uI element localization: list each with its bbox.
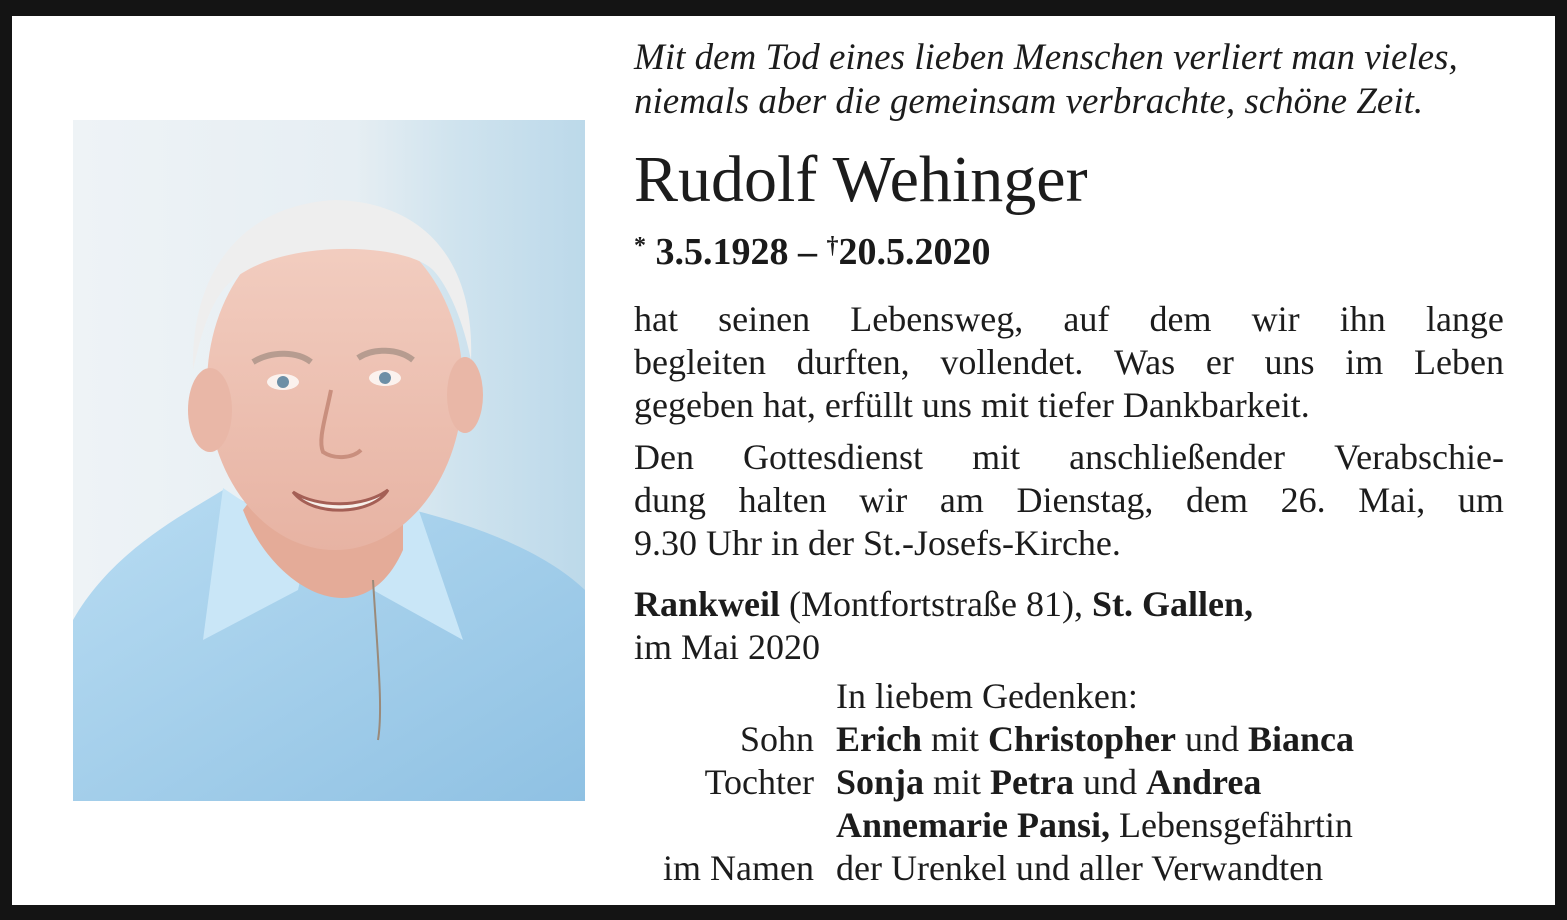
paragraph-line bbox=[634, 436, 1504, 479]
deceased-name: Rudolf Wehinger bbox=[634, 143, 1088, 216]
paragraph-word: auf bbox=[1063, 299, 1110, 339]
portrait-photo bbox=[73, 120, 585, 801]
paragraph-word: wir bbox=[859, 480, 908, 520]
mourner-name: Andrea bbox=[1145, 762, 1262, 802]
paragraph-word: Dienstag, bbox=[1016, 480, 1154, 520]
paragraph-word: im bbox=[1345, 342, 1384, 382]
mourner-row bbox=[634, 718, 1514, 761]
mourner-role: Tochter bbox=[704, 762, 814, 802]
paragraph-word: dung bbox=[634, 480, 706, 520]
paragraph-word: mit bbox=[972, 437, 1021, 477]
mourner-role: im Namen bbox=[663, 848, 814, 888]
paragraph-word: uns bbox=[1264, 342, 1315, 382]
date-dash: – bbox=[798, 231, 817, 273]
paragraph-word: Was bbox=[1114, 342, 1176, 382]
address: (Montfortstraße 81), bbox=[780, 584, 1092, 624]
paragraph-word: um bbox=[1457, 480, 1504, 520]
mourner-connector: und bbox=[1176, 719, 1249, 759]
mourner-connector: mit bbox=[924, 762, 991, 802]
paragraph-word: Lebensweg, bbox=[850, 299, 1024, 339]
mourners-list bbox=[634, 675, 1514, 890]
death-date: 20.5.2020 bbox=[838, 231, 991, 273]
mourner-name: Bianca bbox=[1248, 719, 1355, 759]
paragraph-word: 9.30 Uhr in der St.-Josefs-Kirche. bbox=[634, 523, 1121, 563]
mourner-name: Petra bbox=[990, 762, 1074, 802]
mourner-connector: der Urenkel und aller Verwandten bbox=[836, 848, 1324, 888]
paragraph-word: vollendet. bbox=[940, 342, 1084, 382]
motto-quote bbox=[634, 36, 1514, 124]
portrait-illustration bbox=[73, 120, 585, 801]
paragraph-word: gegeben hat, erfüllt uns mit tiefer Dankbarkeit. bbox=[634, 385, 1310, 425]
mourner-name: Annemarie Pansi, bbox=[836, 805, 1110, 845]
paragraph-word: halten bbox=[738, 480, 827, 520]
mourners-intro-row bbox=[634, 675, 1514, 718]
motto-line: Mit dem Tod eines lieben Menschen verliert man vieles, bbox=[634, 37, 1458, 78]
paragraph-word: lange bbox=[1425, 299, 1504, 339]
mourner-names bbox=[836, 804, 1353, 847]
mourner-names bbox=[836, 761, 1261, 804]
paragraph-word: wir bbox=[1251, 299, 1300, 339]
mourner-role bbox=[634, 675, 836, 718]
mourner-role: Sohn bbox=[739, 719, 814, 759]
paragraph-word: ihn bbox=[1339, 299, 1386, 339]
birth-date: 3.5.1928 bbox=[655, 231, 789, 273]
birth-symbol: * bbox=[634, 233, 646, 259]
mourner-connector: Lebensgefährtin bbox=[1110, 805, 1353, 845]
place-and-date bbox=[634, 583, 1253, 669]
death-symbol: † bbox=[826, 233, 839, 259]
paragraph-line bbox=[634, 479, 1504, 522]
mourner-row bbox=[634, 847, 1514, 890]
mourner-role bbox=[634, 804, 836, 847]
mourner-name: Christopher bbox=[988, 719, 1177, 759]
funeral-service-paragraph bbox=[634, 436, 1504, 565]
mourner-names bbox=[836, 718, 1354, 761]
paragraph-word: 26. bbox=[1280, 480, 1326, 520]
paragraph-word: seinen bbox=[718, 299, 811, 339]
mourner-names bbox=[836, 847, 1323, 890]
paragraph-word: Mai, bbox=[1358, 480, 1426, 520]
town-name: Rankweil bbox=[634, 584, 781, 624]
paragraph-word: Leben bbox=[1414, 342, 1504, 382]
paragraph-word: begleiten bbox=[634, 342, 766, 382]
date-line: im Mai 2020 bbox=[634, 627, 820, 667]
mourner-name: Sonja bbox=[836, 762, 925, 802]
paragraph-word: anschließender bbox=[1069, 437, 1286, 477]
paragraph-word: Verabschie- bbox=[1334, 437, 1504, 477]
mourner-connector: und bbox=[1073, 762, 1146, 802]
paragraph-word: Gottesdienst bbox=[743, 437, 924, 477]
paragraph-word: dem bbox=[1186, 480, 1249, 520]
paragraph-word: er bbox=[1205, 342, 1234, 382]
mourners-intro: In liebem Gedenken: bbox=[836, 676, 1138, 716]
mourner-row bbox=[634, 804, 1514, 847]
paragraph-word: dem bbox=[1149, 299, 1212, 339]
paragraph-line bbox=[634, 384, 1504, 427]
paragraph-word: hat bbox=[634, 299, 678, 339]
paragraph-word: durften, bbox=[796, 342, 910, 382]
motto-line: niemals aber die gemeinsam verbrachte, schöne Zeit. bbox=[634, 81, 1424, 122]
paragraph-word: Den bbox=[634, 437, 694, 477]
place-line bbox=[634, 583, 1253, 626]
paragraph-line bbox=[634, 341, 1504, 384]
paragraph-line bbox=[634, 298, 1504, 341]
mourner-row bbox=[634, 761, 1514, 804]
second-city: St. Gallen, bbox=[1091, 584, 1253, 624]
mourner-connector: mit bbox=[922, 719, 989, 759]
mourner-name: Erich bbox=[836, 719, 922, 759]
tribute-paragraph bbox=[634, 298, 1504, 427]
paragraph-line bbox=[634, 522, 1504, 565]
life-dates bbox=[634, 228, 991, 276]
paragraph-word: am bbox=[939, 480, 984, 520]
